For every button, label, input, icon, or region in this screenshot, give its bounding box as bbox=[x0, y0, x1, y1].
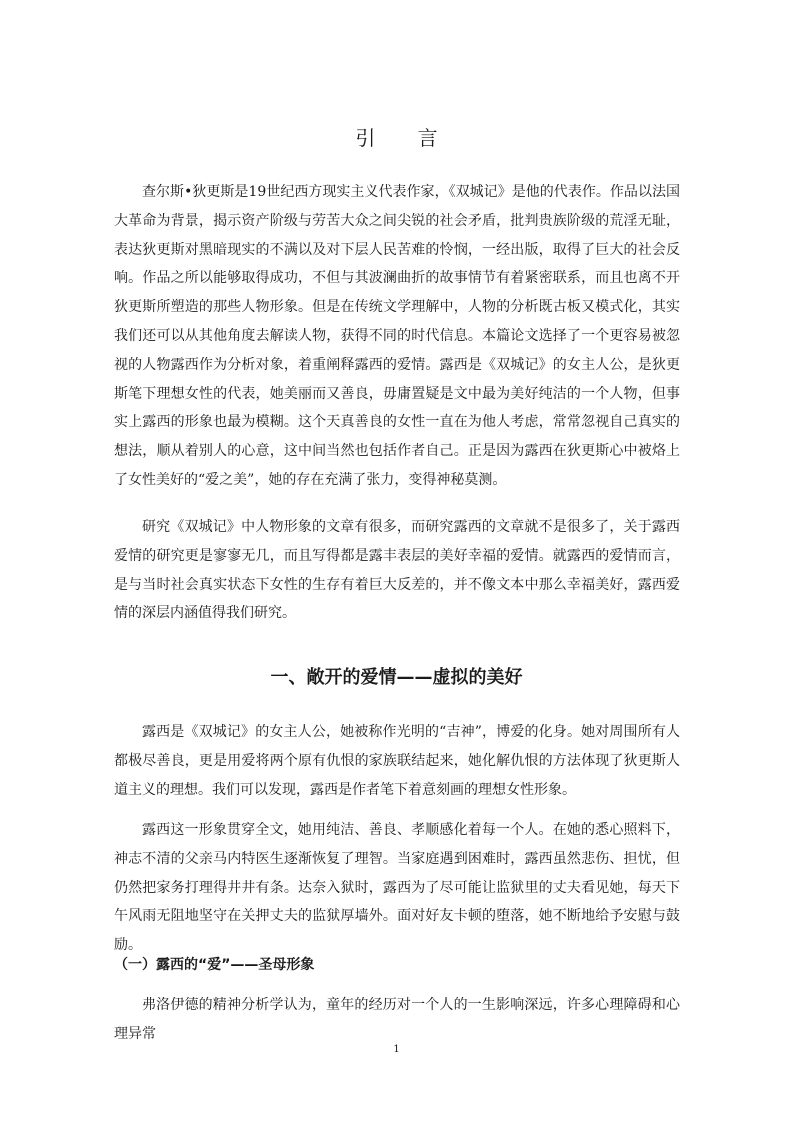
section-heading: 一、敞开的爱情——虚拟的美好 bbox=[270, 667, 523, 688]
intro-paragraph-2: 研究《双城记》中人物形象的文章有很多，而研究露西的文章就不是很多了，关于露西爱情的研究更是寥寥无几，而且写得都是露丰表层的美好幸福的爱情。就露西的爱情而言，是与当时社会真实状态下女性的生存有着巨大反差的，并不像文本中那么幸福美好，露西爱情的深层内涵值得我们研究。 bbox=[114, 519, 680, 622]
subsection-paragraph-1: 弗洛伊德的精神分析学认为，童年的经历对一个人的一生影响深远，许多心理障碍和心理异常 bbox=[114, 997, 680, 1042]
subsection-heading: （一）露西的“爱”——圣母形象 bbox=[114, 957, 315, 973]
intro-paragraph-1: 查尔斯•狄更斯是19世纪西方现实主义代表作家，《双城记》是他的代表作。作品以法国大革命为背景，揭示资产阶级与劳苦大众之间尖锐的社会矛盾，批判贵族阶级的荒淫无耻，表达狄更斯对黑暗现实的不满以及对下层人民苦难的怜悯，一经出版，取得了巨大的社会反响。作品之所以能够取得成功，不但与其波澜曲折的故事情节有着紧密联系，而且也离不开狄更斯所塑造的那些人物形象。但是在传统文学理解中，人物的分析既古板又模式化，其实我们还可以从其他角度去解读人物，获得不同的时代信息。本篇论文选择了一个更容易被忽视的人物露西作为分析对象，着重阐释露西的爱情。露西是《双城记》的女主人公，是狄更斯笔下理想女性的代表，她美丽而又善良，毋庸置疑是文中最为美好纯洁的一个人物，但事实上露西的形象也最为模糊。这个天真善良的女性一直在为他人考虑，常常忽视自己真实的想法，顺从着别人的心意，这中间当然也包括作者自己。正是因为露西在狄更斯心中被烙上了女性美好的“爱之美”，她的存在充满了张力，变得神秘莫测。 bbox=[114, 184, 680, 488]
section-paragraph-1: 露西是《双城记》的女主人公，她被称作光明的“吉神”，博爱的化身。她对周围所有人都极尽善良，更是用爱将两个原有仇恨的家族联结起来，她化解仇恨的方法体现了狄更斯人道主义的理想。我们可以发现，露西是作者笔下着意刻画的理想女性形象。 bbox=[114, 724, 680, 798]
page-title: 引 言 bbox=[355, 126, 456, 150]
page-number: 1 bbox=[393, 1044, 400, 1055]
section-paragraph-2: 露西这一形象贯穿全文，她用纯洁、善良、孝顺感化着每一个人。在她的悉心照料下，神志不清的父亲马内特医生逐渐恢复了理智。当家庭遇到困难时，露西虽然悲伤、担忧，但仍然把家务打理得井井有条。达奈入狱时，露西为了尽可能让监狱里的丈夫看见她，每天下午风雨无阻地坚守在关押丈夫的监狱厚墙外。面对好友卡顿的堕落，她不断地给予安慰与鼓励。 bbox=[114, 822, 680, 954]
